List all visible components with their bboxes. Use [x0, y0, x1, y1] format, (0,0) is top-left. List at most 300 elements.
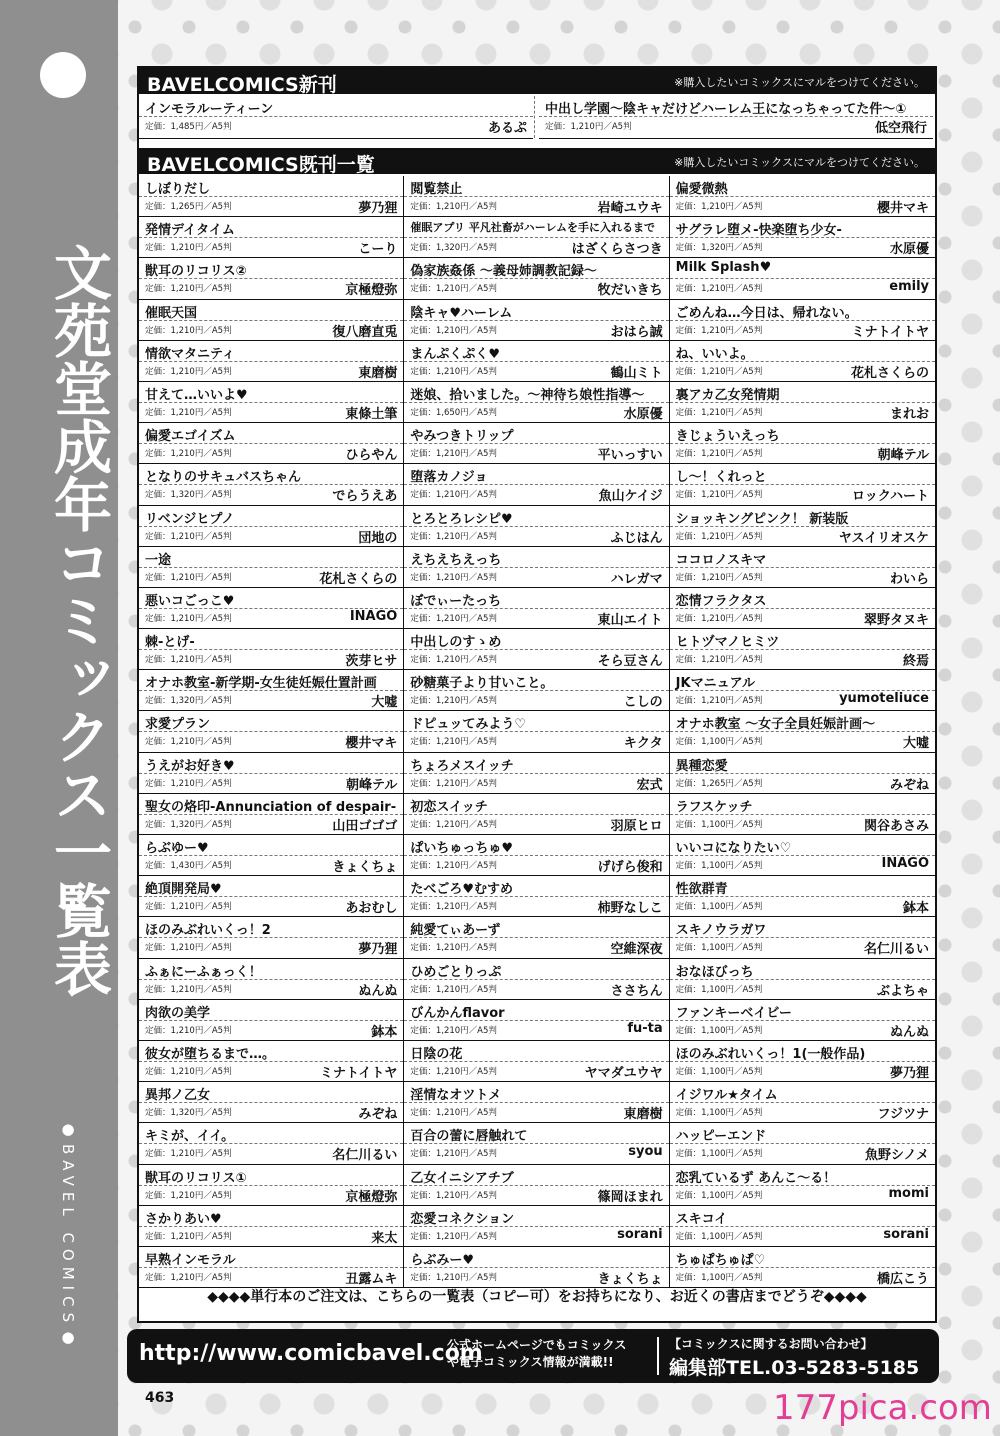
book-price: 定価：1,210円／A5判	[410, 861, 497, 871]
book-price: 定価：1,210円／A5判	[410, 984, 497, 995]
book-price: 定価：1,210円／A5判	[410, 449, 497, 460]
book-title: らぶゆー♥	[145, 841, 209, 856]
book-price: 定価：1,210円／A5判	[410, 366, 497, 377]
book-price: 定価：1,210円／A5判	[410, 325, 497, 336]
book-title: きじょういえっち	[675, 429, 780, 445]
book-title: 恋愛コネクション	[410, 1211, 515, 1227]
book-author: emily	[889, 279, 929, 295]
list-item[interactable]	[670, 341, 935, 382]
list-item[interactable]	[404, 917, 669, 958]
book-title: 淫情なオツトメ	[410, 1088, 502, 1104]
book-author: fu-ta	[627, 1020, 663, 1036]
list-item[interactable]	[404, 423, 669, 464]
book-price: 定価：1,210円／A5判	[410, 613, 497, 624]
book-author: 丑露ムキ	[345, 1271, 398, 1287]
book-author: げげら俊和	[597, 860, 663, 875]
book-author: 花札さくらの	[319, 571, 398, 587]
book-author: はざくらさつき	[571, 242, 663, 258]
book-title: いいコになりたい♡	[675, 841, 792, 856]
contact-bar	[127, 1329, 939, 1383]
list-item[interactable]	[139, 176, 404, 217]
list-item[interactable]	[139, 794, 404, 835]
book-title: 情欲マタニティ	[145, 346, 235, 362]
book-price: 定価：1,210円／A5判	[675, 531, 763, 542]
list-item[interactable]	[404, 711, 669, 752]
book-title: 絶頂開発局♥	[145, 882, 222, 898]
book-price: 定価：1,210円／A5判	[410, 1066, 497, 1077]
book-title: ファンキーベイビー	[675, 1005, 792, 1021]
book-price: 定価：1,210円／A5判	[145, 366, 232, 377]
list-item[interactable]	[404, 794, 669, 835]
circle-mark	[40, 52, 86, 98]
list-item[interactable]	[139, 1165, 404, 1206]
list-item[interactable]	[670, 217, 935, 258]
book-title: たべごろ♥むすめ	[410, 882, 513, 898]
book-author: ぬんぬ	[358, 983, 398, 999]
book-author: 関谷あさみ	[863, 818, 929, 834]
book-price: 定価：1,210円／A5判	[675, 696, 763, 707]
list-item[interactable]	[670, 588, 935, 629]
book-title: し～！くれっと	[675, 470, 767, 486]
book-price: 定価：1,210円／A5判	[145, 243, 232, 254]
list-item[interactable]	[139, 1041, 404, 1082]
list-item[interactable]	[670, 382, 935, 423]
comics-list-panel	[137, 66, 937, 1323]
book-price: 定価：1,210円／A5判	[410, 1231, 497, 1242]
book-title: 聖女の烙印-Annunciation of despair-	[145, 799, 397, 815]
book-price: 定価：1,210円／A5判	[145, 1190, 232, 1201]
book-author: INAGO	[881, 856, 929, 871]
book-price: 定価：1,210円／A5判	[675, 407, 763, 418]
book-author: あるぷ	[487, 121, 527, 136]
book-author: ヤマダユウヤ	[584, 1065, 663, 1081]
book-author: みぞね	[358, 1107, 398, 1123]
book-price: 定価：1,210円／A5判	[410, 819, 497, 830]
book-title: 偽家族姦係 ～義母姉調教記録～	[410, 264, 597, 280]
list-item[interactable]	[670, 1000, 935, 1041]
book-title: 砂糖菓子より甘いこと。	[410, 676, 554, 692]
book-title: しぼりだし	[145, 182, 211, 197]
book-title: 堕落カノジョ	[410, 470, 488, 486]
list-item[interactable]	[670, 711, 935, 752]
list-item[interactable]	[404, 464, 669, 505]
book-author: 東山エイト	[597, 612, 663, 628]
list-item[interactable]	[670, 917, 935, 958]
book-title: 求愛プラン	[145, 717, 211, 733]
list-item[interactable]	[670, 753, 935, 794]
book-price: 定価：1,650円／A5判	[410, 407, 497, 418]
side-strip	[0, 0, 118, 1436]
book-title: ぼでぃーたっち	[410, 593, 502, 609]
book-title: 乙女イニシアチブ	[410, 1170, 514, 1186]
book-author: 魚野シノメ	[865, 1148, 929, 1164]
book-author: 山田ゴゴゴ	[332, 818, 398, 834]
book-author: 花札さくらの	[850, 365, 929, 381]
divider	[139, 1020, 403, 1021]
book-author: 水原優	[889, 242, 929, 258]
book-author: 魚山ケイジ	[598, 489, 663, 505]
book-price: 定価：1,210円／A5判	[410, 572, 497, 583]
book-title: 初恋スイッチ	[410, 799, 488, 815]
list-item[interactable]	[670, 835, 935, 876]
list-item[interactable]	[670, 464, 935, 505]
list-item[interactable]	[404, 670, 669, 711]
book-author: 牧だいきち	[597, 283, 663, 299]
book-price: 定価：1,210円／A5判	[145, 1231, 232, 1242]
book-author: ぬんぬ	[889, 1024, 929, 1040]
list-item[interactable]	[404, 547, 669, 588]
book-price: 定価：1,430円／A5判	[145, 861, 232, 871]
book-price: 定価：1,100円／A5判	[675, 1190, 763, 1201]
list-item[interactable]	[139, 506, 404, 547]
book-price: 定価：1,210円／A5判	[675, 284, 763, 295]
list-item[interactable]	[404, 506, 669, 547]
new-releases-header	[139, 68, 935, 94]
list-item[interactable]	[670, 506, 935, 547]
list-item[interactable]	[670, 959, 935, 1000]
book-price: 定価：1,210円／A5判	[145, 407, 232, 418]
list-item[interactable]	[670, 547, 935, 588]
book-author: 空維深夜	[610, 942, 663, 958]
book-author: 大嘘	[902, 736, 929, 752]
book-author: フジツナ	[877, 1107, 929, 1123]
list-item[interactable]	[139, 588, 404, 629]
book-author: 朝峰テル	[877, 448, 929, 464]
book-title: インモラルーティーン	[145, 102, 274, 117]
new-releases-title: BAVELCOMICS新刊	[147, 74, 337, 96]
side-title: 文苑堂成年コミックス一覧表	[44, 243, 112, 997]
backlist-title: BAVELCOMICS既刊一覧	[147, 154, 375, 176]
divider	[657, 1337, 659, 1375]
book-price: 定価：1,210円／A5判	[145, 1272, 232, 1283]
list-item[interactable]	[139, 711, 404, 752]
book-title: 獣耳のリコリス①	[145, 1170, 247, 1186]
backlist-grid	[139, 176, 935, 1287]
book-author: ささちん	[610, 983, 663, 999]
book-author: 鉢本	[371, 1024, 398, 1040]
list-item[interactable]	[404, 835, 669, 876]
book-price: 定価：1,320円／A5判	[145, 490, 232, 501]
list-item[interactable]	[139, 670, 404, 711]
book-price: 定価：1,320円／A5判	[675, 243, 763, 254]
list-item[interactable]	[139, 917, 404, 958]
book-author: 夢乃狸	[358, 942, 398, 958]
book-price: 定価：1,210円／A5判	[410, 490, 497, 501]
book-author: おはら誠	[610, 324, 663, 340]
book-title: ドピュッてみよう♡	[410, 717, 526, 733]
divider	[139, 690, 403, 691]
list-item[interactable]	[670, 1206, 935, 1247]
book-author: 岩崎ユウキ	[597, 201, 663, 216]
list-item[interactable]	[670, 300, 935, 341]
book-author: 東條土筆	[345, 406, 398, 422]
watermark: 177pica.com	[773, 1388, 992, 1428]
book-author: ロックハート	[852, 489, 929, 505]
list-item[interactable]	[670, 1041, 935, 1082]
book-price: 定価：1,265円／A5判	[145, 202, 232, 212]
book-title: びんかんflavor	[410, 1005, 505, 1021]
book-title: 日陰の花	[410, 1046, 463, 1062]
book-title: 純愛てぃあーず	[410, 923, 501, 939]
book-title: 恋乳ているず あんこ～る！	[675, 1170, 837, 1186]
inquiry-label: 【コミックスに関するお問い合わせ】	[669, 1337, 873, 1351]
book-price: 定価：1,210円／A5判	[410, 902, 497, 913]
website-note-line: 公式ホームページでもコミックス	[447, 1338, 627, 1352]
divider	[539, 116, 933, 117]
list-item[interactable]	[404, 1082, 669, 1123]
book-author: 夢乃狸	[889, 1065, 929, 1081]
book-price: 定価：1,210円／A5判	[145, 778, 232, 789]
list-item[interactable]	[404, 1123, 669, 1164]
book-author: 大嘘	[371, 695, 398, 711]
book-title: ちゅぱちゅぱ♡	[675, 1252, 766, 1268]
list-item[interactable]	[139, 1247, 404, 1288]
book-price: 定価：1,485円／A5判	[145, 122, 232, 132]
list-item[interactable]	[670, 423, 935, 464]
list-item[interactable]	[404, 258, 669, 299]
book-title: Milk Splash♥	[675, 260, 772, 276]
book-title: とろとろレシピ♥	[410, 511, 513, 527]
book-price: 定価：1,100円／A5判	[675, 819, 763, 830]
book-price: 定価：1,210円／A5判	[145, 1025, 232, 1036]
book-title: 裏アカ乙女発情期	[675, 387, 780, 403]
book-author: 団地の	[358, 530, 398, 546]
book-title: 偏愛微熱	[675, 182, 728, 197]
list-item[interactable]	[139, 96, 533, 139]
book-title: オナホ教室-新学期-女生徒妊娠仕置計画	[145, 676, 377, 692]
new-releases-list	[139, 96, 935, 138]
book-price: 定価：1,210円／A5判	[410, 737, 497, 748]
list-item[interactable]	[139, 1082, 404, 1123]
book-title: ほのみぶれいくっ！2	[145, 923, 271, 939]
book-title: やみつきトリップ	[410, 429, 514, 445]
book-author: 羽原ヒロ	[610, 818, 663, 834]
backlist-header	[139, 148, 935, 174]
list-item[interactable]	[404, 176, 669, 217]
list-item[interactable]	[670, 1165, 935, 1206]
book-author: 終焉	[902, 654, 929, 670]
list-item[interactable]	[670, 1123, 935, 1164]
book-price: 定価：1,210円／A5判	[145, 943, 232, 954]
list-item[interactable]	[139, 258, 404, 299]
book-title: うえがお好き♥	[145, 758, 235, 774]
book-author: 夢乃狸	[358, 201, 398, 216]
book-author: 朝峰テル	[345, 777, 398, 793]
book-author: わいら	[889, 571, 929, 587]
book-price: 定価：1,210円／A5判	[410, 778, 497, 789]
list-item[interactable]	[404, 959, 669, 1000]
book-author: きょくちょ	[332, 860, 398, 875]
book-price: 定価：1,210円／A5判	[145, 1149, 232, 1160]
list-item[interactable]	[404, 1041, 669, 1082]
book-title: リベンジヒプノ	[145, 511, 235, 527]
book-price: 定価：1,210円／A5判	[145, 284, 232, 295]
book-price: 定価：1,100円／A5判	[675, 1066, 763, 1077]
book-title: サグラレ堕メ-快楽堕ち少女-	[675, 223, 842, 239]
list-item[interactable]	[139, 464, 404, 505]
list-item[interactable]	[404, 1000, 669, 1041]
book-author: こしの	[623, 695, 663, 711]
list-item[interactable]	[670, 794, 935, 835]
book-author: みぞね	[889, 777, 929, 793]
list-item[interactable]	[139, 835, 404, 876]
book-price: 定価：1,210円／A5判	[410, 1149, 497, 1160]
book-title: ハッピーエンド	[675, 1129, 767, 1145]
book-price: 定価：1,210円／A5判	[675, 449, 763, 460]
book-author: 柿野なしこ	[597, 901, 663, 917]
book-author: きょくちょ	[597, 1271, 663, 1287]
book-author: まれお	[889, 406, 929, 422]
list-item[interactable]	[139, 753, 404, 794]
list-item[interactable]	[404, 300, 669, 341]
list-item[interactable]	[139, 423, 404, 464]
list-item[interactable]	[404, 341, 669, 382]
book-author: 低空飛行	[874, 121, 927, 136]
book-title: 一途	[145, 552, 172, 568]
list-item[interactable]	[670, 670, 935, 711]
book-title: ぱいちゅっちゅ♥	[410, 841, 513, 856]
book-author: sorani	[883, 1226, 929, 1242]
book-title: となりのサキュバスちゃん	[145, 470, 302, 486]
book-author: こーり	[358, 242, 398, 258]
book-author: 篠岡ほまれ	[597, 1189, 663, 1205]
book-price: 定価：1,210円／A5判	[145, 655, 232, 666]
backlist-note: ※購入したいコミックスにマルをつけてください。	[674, 156, 925, 169]
list-item[interactable]	[404, 1165, 669, 1206]
list-item[interactable]	[404, 1247, 669, 1288]
book-price: 定価：1,210円／A5判	[675, 613, 763, 624]
book-author: yumoteliuce	[839, 691, 929, 707]
list-item[interactable]	[139, 629, 404, 670]
list-item[interactable]	[139, 300, 404, 341]
list-item[interactable]	[139, 959, 404, 1000]
book-price: 定価：1,100円／A5判	[675, 1272, 763, 1283]
book-title: 棘-とげ-	[145, 635, 195, 651]
book-title: 偏愛エゴイズム	[145, 429, 236, 445]
book-author: 京極燈弥	[345, 1189, 398, 1205]
book-price: 定価：1,100円／A5判	[675, 943, 763, 954]
book-price: 定価：1,265円／A5判	[675, 778, 763, 789]
book-title: スキコイ	[675, 1211, 728, 1227]
book-author: ハレガマ	[610, 571, 663, 587]
book-author: あおむし	[345, 901, 398, 917]
list-item[interactable]	[670, 1247, 935, 1288]
book-author: 櫻井マキ	[876, 201, 929, 216]
list-item[interactable]	[139, 547, 404, 588]
book-price: 定価：1,320円／A5判	[410, 243, 497, 254]
book-author: 宏式	[636, 777, 663, 793]
book-author: ひらやん	[345, 448, 398, 464]
book-author: 翠野タヌキ	[863, 612, 929, 628]
list-item[interactable]	[404, 876, 669, 917]
list-item[interactable]	[139, 382, 404, 423]
book-author: 来太	[371, 1230, 398, 1246]
book-price: 定価：1,210円／A5判	[410, 1025, 497, 1036]
book-price: 定価：1,210円／A5判	[410, 531, 497, 542]
book-title: 催眠アプリ 平凡社畜がハーレムを手に入れるまで	[410, 221, 656, 235]
book-price: 定価：1,210円／A5判	[410, 1190, 497, 1201]
book-author: 復八磨直兎	[332, 324, 398, 340]
divider	[670, 649, 935, 650]
list-item[interactable]	[670, 258, 935, 299]
list-item[interactable]	[404, 629, 669, 670]
book-title: 肉欲の美学	[145, 1005, 211, 1021]
book-price: 定価：1,210円／A5判	[410, 1108, 497, 1119]
book-title: 性欲群青	[675, 882, 728, 898]
list-item[interactable]	[139, 341, 404, 382]
list-item[interactable]	[670, 629, 935, 670]
book-price: 定価：1,210円／A5判	[675, 366, 763, 377]
list-item[interactable]	[139, 1123, 404, 1164]
list-item[interactable]	[670, 1082, 935, 1123]
book-title: キミが、イイ。	[145, 1129, 235, 1145]
book-title: スキノウラガワ	[675, 923, 767, 939]
book-title: 迷娘、拾いました。～神待ち娘性指導～	[410, 387, 645, 403]
list-item[interactable]	[139, 217, 404, 258]
book-author: でらうえあ	[332, 489, 398, 505]
book-price: 定価：1,320円／A5判	[145, 1108, 232, 1119]
book-title: 百合の蕾に唇触れて	[410, 1129, 528, 1145]
book-author: INAGO	[349, 608, 398, 624]
book-title: 発情デイタイム	[145, 223, 235, 239]
book-title: ひめごとりっぷ	[410, 964, 502, 980]
book-price: 定価：1,210円／A5判	[675, 572, 763, 583]
list-item[interactable]	[404, 588, 669, 629]
list-item[interactable]	[404, 382, 669, 423]
book-title: ラフスケッチ	[675, 799, 753, 815]
book-price: 定価：1,210円／A5判	[675, 655, 763, 666]
list-item[interactable]	[670, 176, 935, 217]
book-title: 獣耳のリコリス②	[145, 264, 247, 280]
website-link[interactable]: http://www.comicbavel.com	[139, 1341, 483, 1366]
book-author: syou	[628, 1144, 663, 1160]
book-title: ショッキングピンク！ 新装版	[675, 511, 849, 527]
list-item[interactable]	[539, 96, 933, 139]
book-price: 定価：1,320円／A5判	[145, 696, 232, 707]
list-item[interactable]	[404, 217, 669, 258]
book-author: ミナトイトヤ	[319, 1065, 398, 1081]
list-item[interactable]	[404, 1206, 669, 1247]
book-title: ふぁにーふぁっく！	[145, 964, 262, 980]
list-item[interactable]	[404, 753, 669, 794]
book-price: 定価：1,210円／A5判	[545, 122, 632, 132]
book-price: 定価：1,210円／A5判	[145, 449, 232, 460]
book-title: らぶみー♥	[410, 1252, 474, 1268]
list-item[interactable]	[139, 1206, 404, 1247]
book-price: 定価：1,210円／A5判	[145, 325, 232, 336]
book-price: 定価：1,210円／A5判	[145, 984, 232, 995]
website-note-line: や電子コミックス情報が満載!!	[447, 1355, 614, 1369]
list-item[interactable]	[670, 876, 935, 917]
book-author: そら豆さん	[597, 654, 663, 670]
book-title: 陰キャ♥ハーレム	[410, 305, 513, 321]
book-author: momi	[888, 1185, 929, 1201]
book-price: 定価：1,210円／A5判	[410, 696, 497, 707]
book-price: 定価：1,210円／A5判	[675, 325, 763, 336]
book-author: 名仁川るい	[863, 942, 929, 958]
book-title: 催眠天国	[145, 305, 198, 321]
book-title: 悪いコごっこ♥	[145, 593, 235, 609]
list-item[interactable]	[139, 1000, 404, 1041]
book-price: 定価：1,210円／A5判	[410, 943, 497, 954]
new-releases-note: ※購入したいコミックスにマルをつけてください。	[674, 76, 925, 89]
book-price: 定価：1,210円／A5判	[145, 1066, 232, 1077]
book-title: ね、いいよ。	[675, 346, 754, 362]
book-title: ちょろメスイッチ	[410, 758, 514, 774]
book-author: 水原優	[623, 406, 663, 422]
list-item[interactable]	[139, 876, 404, 917]
book-author: 名仁川るい	[332, 1148, 398, 1164]
